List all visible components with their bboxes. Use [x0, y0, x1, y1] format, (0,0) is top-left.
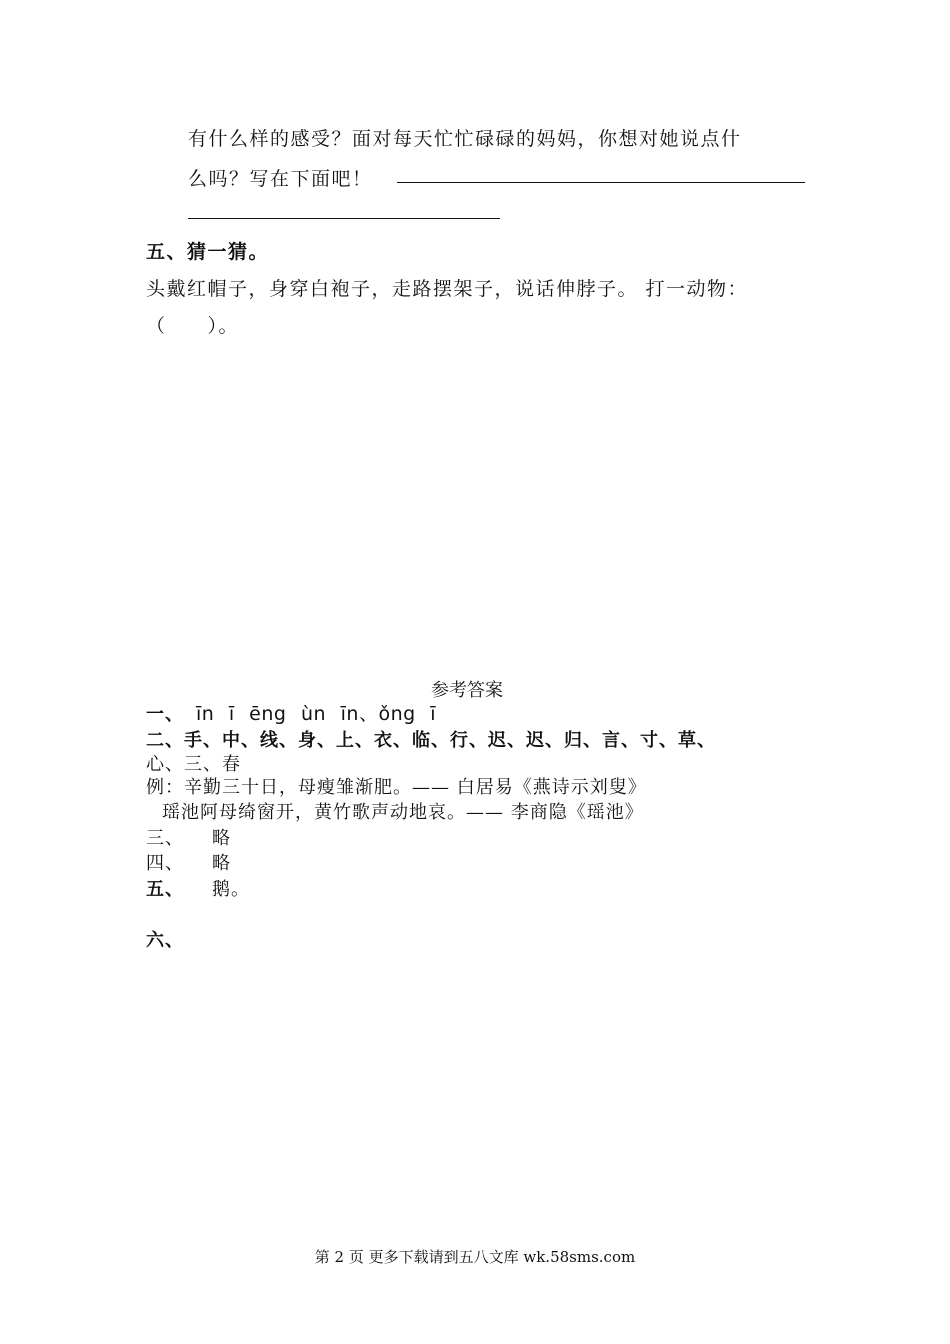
answer4-label: 四、 [146, 853, 184, 874]
answer3-value: 略 [212, 828, 231, 849]
answer2-line2: 心、三、春 [146, 754, 241, 775]
question5-riddle: 头戴红帽子，身穿白袍子，走路摆架子，说话伸脖子。 打一动物： [146, 278, 749, 300]
question5-heading: 五、猜一猜。 [146, 241, 270, 263]
answer-blank-line-1[interactable] [397, 182, 805, 183]
question4-line1: 有什么样的感受？面对每天忙忙碌碌的妈妈，你想对她说点什 [188, 128, 742, 150]
answer6-label: 六、 [146, 930, 184, 951]
question4-line2: 么吗？写在下面吧！ [188, 168, 373, 190]
answer3-label: 三、 [146, 828, 184, 849]
answer5-value: 鹅。 [212, 879, 250, 900]
answers-title: 参考答案 [431, 680, 503, 701]
page-footer: 第 2 页 更多下载请到五八文库 wk.58sms.com [314, 1248, 636, 1266]
example-line2: 瑶池阿母绮窗开，黄竹歌声动地哀。—— 李商隐《瑶池》 [162, 802, 644, 823]
answer4-value: 略 [212, 853, 231, 874]
answer-blank-line-2[interactable] [188, 218, 500, 219]
answer2-line1: 二、手、中、线、身、上、衣、临、行、迟、迟、归、言、寸、草、 [146, 730, 716, 751]
example-line1: 例：辛勤三十日，母瘦雏渐肥。—— 白居易《燕诗示刘叟》 [146, 777, 647, 798]
answer5-label: 五、 [146, 879, 184, 900]
question5-answer-blank[interactable]: （ ）。 [146, 315, 240, 337]
answer1-label: 一、 [146, 704, 184, 725]
answer1-pinyin: īn ī ēng ùn īn、ǒng ī [196, 703, 437, 725]
